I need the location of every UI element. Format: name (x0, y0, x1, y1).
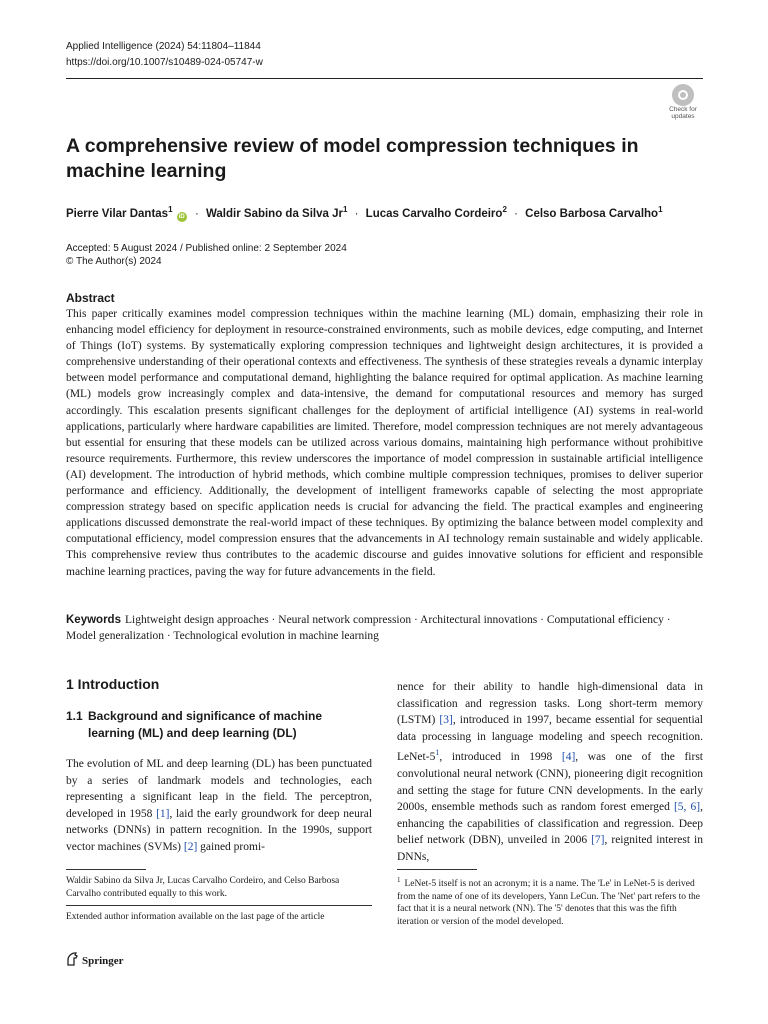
publisher-logo (66, 952, 124, 968)
lenet-footnote (397, 874, 703, 928)
check-updates-icon (672, 84, 694, 106)
section-heading-introduction: 1 Introduction (66, 676, 160, 692)
body-text: , introduced in 1998 (439, 751, 562, 764)
keywords-text: Lightweight design approaches · Neural network compression · Architectural innovations · Computational efficiency · Model generalization · Technological evolution in machine learning (66, 614, 671, 642)
subsection-heading-background (66, 708, 366, 742)
footnote-divider (397, 869, 477, 870)
header-divider (66, 78, 703, 79)
footnote-divider (66, 905, 372, 906)
body-text: gained promi- (197, 840, 265, 853)
body-paragraph-left (66, 756, 372, 856)
footnote-link[interactable]: 1 (435, 748, 440, 758)
author-affiliation: 2 (502, 205, 507, 214)
orcid-icon[interactable]: iD (178, 214, 185, 220)
keywords (66, 612, 703, 644)
author-affiliation: 1 (342, 205, 348, 214)
body-text: , reignited interest in DNNs, (397, 834, 703, 863)
citation-link[interactable]: [2] (183, 840, 198, 853)
body-text: , enhancing the capabilities of classification and regression. Deep belief network (DBN), unveiled in 2006 (397, 801, 703, 847)
author-name[interactable]: Celso Barbosa Carvalho (525, 208, 659, 220)
subsection-title-line-1: Background and significance of machine (88, 709, 323, 723)
badge-line-2: updates (671, 113, 695, 120)
citation-link[interactable]: [3] (439, 714, 453, 727)
abstract-heading: Abstract (66, 291, 115, 305)
accepted-published-dates: Accepted: 5 August 2024 / Published online: 2 September 2024 (66, 243, 347, 254)
abstract-text: This paper critically examines model compression techniques within the machine learning (ML) domain, emphasizing their role in enhancing model efficiency for deployment in resource-constrained environments, such as mobile devices, edge computing, and Internet of Things (IoT) systems. By systematically exploring compression techniques and lightweight design architectures, it is provided a comprehensive understanding of their operational contexts and effectiveness. The synthesis of these strategies reveals a dynamic interplay between model performance and computational demand, highlighting the balance required for optimal application. As machine learning (ML) models grow increasingly complex and data-intensive, the demand for computational resources and memory has surged accordingly. This escalation presents significant challenges for the deployment of artificial intelligence (AI) systems in real-world applications, particularly where hardware capabilities are limited. Therefore, model compression techniques are not merely advantageous but essential for ensuring that these models can be utilized across various domains, maintaining high performance without prohibitive resource requirements. Furthermore, this review underscores the importance of model compression in sustainable artificial intelligence (AI) development. The introduction of hybrid methods, which combine multiple compression techniques, promises to deliver superior performance and efficiency. Additionally, the development of intelligent frameworks capable of selecting the most appropriate compression strategy based on specific application needs is crucial for advancing the field. The practical examples and engineering applications discussed demonstrate the real-world impact of these techniques. By optimizing the balance between model complexity and computational efficiency, model compression ensures that the advancements in AI technology remain sustainable and widely applicable. This comprehensive review thus contributes to the academic discourse and guides innovative solutions for efficient and responsible machine learning practices, paving the way for future advancements in the field. (66, 308, 703, 578)
author-affiliation: 1 (658, 205, 663, 214)
springer-horse-icon (66, 952, 79, 966)
doi-link[interactable]: https://doi.org/10.1007/s10489-024-05747-w (66, 57, 263, 68)
footnote-text: LeNet-5 itself is not an acronym; it is a name. The 'Le' in LeNet-5 is derived from the name of one of its developers, Yann LeCun. The 'Net' part refers to the fact that it is a neural network (NN). The '5' denotes that this was the fifth iteration or version of the model developed. (397, 879, 700, 927)
contribution-footnote: Waldir Sabino da Silva Jr, Lucas Carvalho Cordeiro, and Celso Barbosa Carvalho contributed equally to this work. (66, 876, 340, 899)
author-separator: · (354, 208, 359, 220)
body-text: , was one of the first convolutional neural network (CNN), pioneering digit recognition and setting the stage for future CNN developments. In the early 2000s, ensemble methods such as random forest emerged (397, 751, 703, 814)
article-title: A comprehensive review of model compression techniques in machine learning (66, 135, 639, 182)
body-text: nence for their ability to handle high-dimensional data in classification and regression tasks. Long short-term memory (LSTM) (397, 681, 703, 727)
author-info-note: Extended author information available on the last page of the article (66, 912, 325, 922)
author-list (66, 201, 663, 223)
journal-header (66, 39, 263, 71)
footnote-mark: 1 (397, 876, 401, 884)
citation-link[interactable]: [5, 6] (673, 801, 701, 814)
badge-line-1: Check for (669, 106, 697, 113)
check-for-updates-badge[interactable] (663, 84, 703, 124)
citation-link[interactable]: [7] (591, 834, 605, 847)
body-paragraph-right (397, 679, 703, 866)
copyright-notice: © The Author(s) 2024 (66, 256, 162, 267)
journal-citation: Applied Intelligence (2024) 54:11804–11844 (66, 41, 261, 52)
citation-link[interactable]: [1] (156, 807, 170, 820)
body-text: The evolution of ML and deep learning (DL) has been punctuated by a series of landmark models and technologies, each representing a significant leap in the field. The perceptron, developed in 1958 (66, 758, 372, 820)
body-text: , introduced in 1997, became essential for sequential data processing in language modeling and speech recognition. LeNet-5 (397, 714, 703, 764)
author-name[interactable]: Waldir Sabino da Silva Jr (205, 208, 343, 220)
subsection-title-line-2: learning (ML) and deep learning (DL) (88, 726, 297, 740)
keywords-label: Keywords (66, 614, 121, 626)
author-name[interactable]: Pierre Vilar Dantas (66, 208, 169, 220)
author-affiliation: 1 (168, 205, 173, 214)
publication-dates (66, 242, 347, 268)
citation-link[interactable]: [4] (561, 751, 576, 764)
author-separator: · (514, 208, 518, 220)
author-name[interactable]: Lucas Carvalho Cordeiro (365, 208, 503, 220)
footnote-divider (66, 869, 146, 870)
publisher-name: Springer (82, 955, 124, 967)
subsection-number: 1.1 (66, 709, 83, 723)
body-text: , laid the early groundwork for deep neural networks (DNNs) in pattern recognition. In the 1990s, support vector machines (SVMs) (66, 807, 373, 853)
author-separator: · (194, 208, 199, 220)
